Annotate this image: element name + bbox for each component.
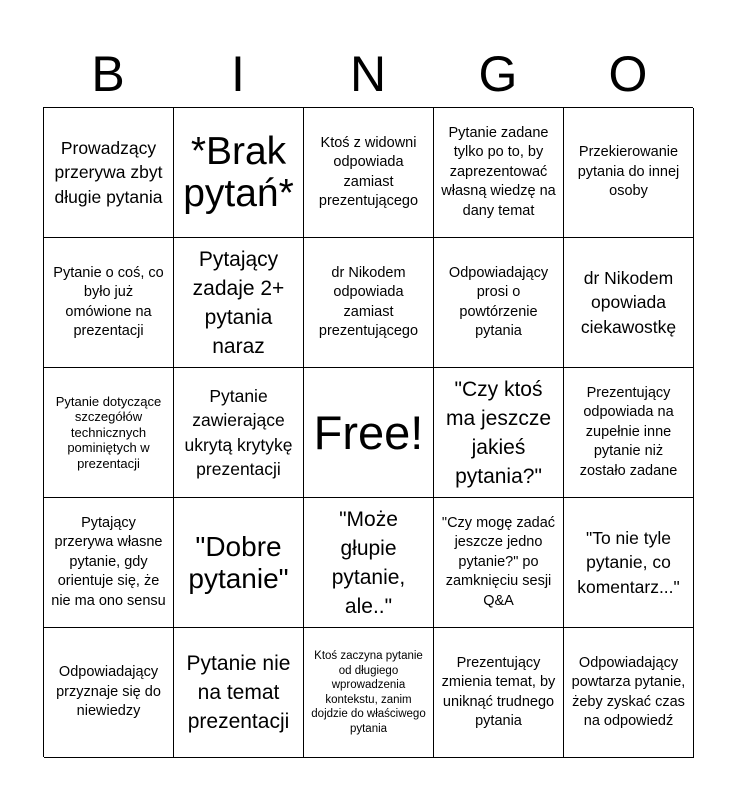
cell-text: dr Nikodem opowiada ciekawostkę bbox=[580, 267, 677, 337]
bingo-cell[interactable] bbox=[434, 498, 564, 628]
cell-text: Prowadzący przerywa zbyt długie pytania bbox=[54, 137, 163, 207]
header-letter-b: B bbox=[91, 46, 125, 102]
cell-text: Pytanie nie na temat prezentacji bbox=[186, 652, 291, 733]
cell-text: "Może głupie pytanie, ale.." bbox=[331, 507, 406, 618]
cell-text: Pytanie zadane tylko po to, by zaprezentować własną wiedzę na dany temat bbox=[441, 124, 556, 219]
bingo-cell[interactable] bbox=[174, 368, 304, 498]
cell-text: dr Nikodem odpowiada zamiast prezentującego bbox=[318, 264, 419, 339]
header-letter-i: I bbox=[231, 46, 245, 102]
cell-text: "Dobre pytanie" bbox=[188, 530, 289, 594]
bingo-cell[interactable] bbox=[564, 628, 694, 758]
bingo-cell[interactable] bbox=[174, 628, 304, 758]
cell-text: Pytający zadaje 2+ pytania naraz bbox=[192, 247, 285, 358]
cell-text: Odpowiadający przyznaje się do niewiedzy bbox=[56, 664, 161, 720]
cell-text: Free! bbox=[313, 405, 424, 459]
cell-text: "To nie tyle pytanie, co komentarz..." bbox=[577, 527, 680, 597]
cell-text: Pytanie o coś, co było już omówione na prezentacji bbox=[53, 264, 164, 339]
bingo-cell[interactable] bbox=[434, 628, 564, 758]
cell-text: "Czy ktoś ma jeszcze jakieś pytania?" bbox=[445, 377, 552, 488]
cell-text: Ktoś z widowni odpowiada zamiast prezentującego bbox=[318, 134, 419, 209]
cell-text: Pytanie zawierające ukrytą krytykę prezentacji bbox=[184, 385, 293, 479]
bingo-cell[interactable] bbox=[564, 368, 694, 498]
bingo-cell[interactable] bbox=[304, 498, 434, 628]
header-letter-g: G bbox=[478, 46, 518, 102]
bingo-cell[interactable] bbox=[434, 368, 564, 498]
cell-text: Pytający przerywa własne pytanie, gdy orientuje się, że nie ma ono sensu bbox=[51, 514, 166, 609]
cell-text: Prezentujący zmienia temat, by uniknąć trudnego pytania bbox=[441, 654, 556, 729]
bingo-cell[interactable] bbox=[44, 368, 174, 498]
free-space-cell[interactable] bbox=[304, 368, 434, 498]
bingo-header bbox=[43, 40, 693, 108]
bingo-cell[interactable] bbox=[44, 628, 174, 758]
cell-text: "Czy mogę zadać jeszcze jedno pytanie?" po zamknięciu sesji Q&A bbox=[441, 514, 556, 609]
cell-text: Odpowiadający powtarza pytanie, żeby zyskać czas na odpowiedź bbox=[571, 654, 686, 729]
bingo-cell[interactable] bbox=[434, 238, 564, 368]
bingo-cell[interactable] bbox=[174, 498, 304, 628]
bingo-grid bbox=[43, 107, 693, 757]
cell-text: Odpowiadający prosi o powtórzenie pytania bbox=[448, 264, 549, 339]
bingo-cell[interactable] bbox=[174, 108, 304, 238]
header-letter-o: O bbox=[608, 46, 648, 102]
bingo-cell[interactable] bbox=[304, 108, 434, 238]
bingo-cell[interactable] bbox=[564, 498, 694, 628]
bingo-cell[interactable] bbox=[44, 108, 174, 238]
bingo-cell[interactable] bbox=[44, 498, 174, 628]
cell-text: Pytanie dotyczące szczegółów technicznych pominiętych w prezentacji bbox=[55, 393, 162, 471]
cell-text: *Brak pytań* bbox=[183, 129, 294, 215]
bingo-cell[interactable] bbox=[434, 108, 564, 238]
bingo-cell[interactable] bbox=[564, 108, 694, 238]
bingo-cell[interactable] bbox=[304, 238, 434, 368]
bingo-cell[interactable] bbox=[44, 238, 174, 368]
bingo-cell[interactable] bbox=[304, 628, 434, 758]
cell-text: Ktoś zaczyna pytanie od długiego wprowadzenia kontekstu, zanim dojdzie do właściwego pytania bbox=[311, 650, 426, 735]
bingo-cell[interactable] bbox=[174, 238, 304, 368]
header-letter-n: N bbox=[349, 46, 387, 102]
bingo-cell[interactable] bbox=[564, 238, 694, 368]
cell-text: Prezentujący odpowiada na zupełnie inne pytanie niż zostało zadane bbox=[579, 384, 678, 479]
cell-text: Przekierowanie pytania do innej osoby bbox=[577, 144, 680, 200]
